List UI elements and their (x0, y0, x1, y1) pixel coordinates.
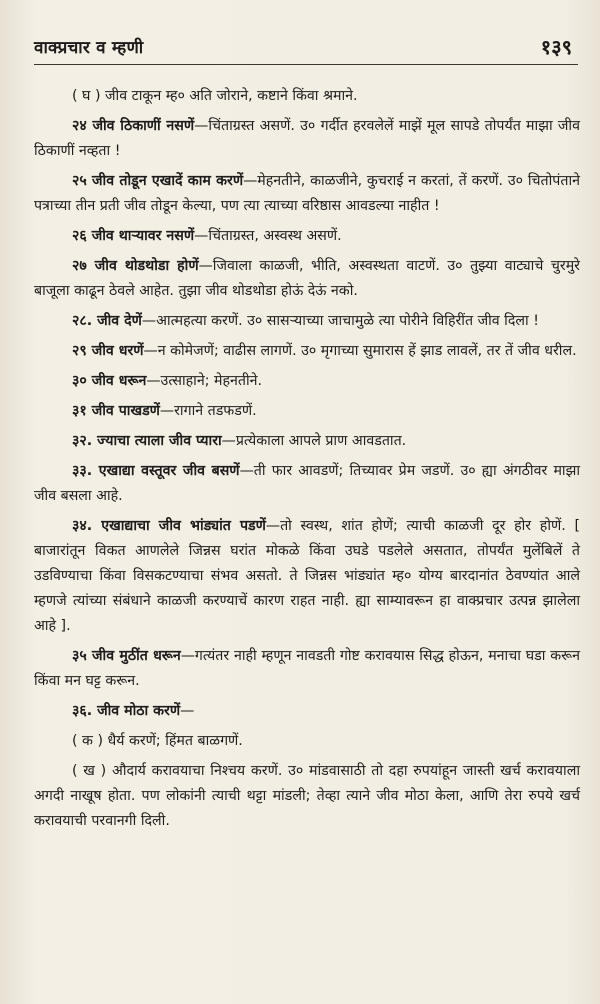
entry-term: जीव थोडथोडा होणें (86, 258, 199, 274)
entry-number: ३२. (72, 433, 93, 449)
entry-number: ३३. (72, 463, 93, 479)
entry-term: एखाद्याचा जीव भांड्यांत पडणें (92, 518, 266, 534)
entry-32 (34, 429, 580, 454)
entry-number: ३१ (72, 403, 87, 419)
entry-term: जीव देणें (92, 313, 142, 329)
entry-35 (34, 644, 580, 694)
entry-definition: —उत्साहाने; मेहनतीने. (146, 373, 263, 389)
entry-definition: —ती फार आवडणें; तिच्यावर प्रेम जडणें. उ० ह्या अंगठीवर माझा जीव बसला आहे. (34, 463, 580, 504)
entry-number: २४ (72, 118, 87, 134)
entry-24 (34, 114, 580, 164)
page-header (34, 34, 578, 65)
entry-number: ३६. (72, 703, 93, 719)
entry-number: ३५ (72, 648, 87, 664)
entry-term: जीव थाऱ्यावर नसणें (86, 228, 195, 244)
sub-text: औदार्य करावयाचा निश्चय करणें. उ० मांडवासाठी तो दहा रुपयांहून जास्ती खर्च करावयाला अगदी नाखूष होता. पण लोकांनी त्याची थट्टा मांडली; तेव्हा त्याने जीव मोठा केला, आणि तेरा रुपये खर्च करावयाची परवानगी दिली. (34, 763, 580, 829)
entry-number: २५ (72, 173, 87, 189)
entry-definition: —चिंताग्रस्त, अस्वस्थ असणें. (194, 228, 342, 244)
entry-definition: —तो स्वस्थ, शांत होणें; त्याची काळजी दूर होर होणें. [ बाजारांतून विकत आणलेले जिन्नस घरांत मोकळे किंवा उघडे पडलेले असतात, तोपर्यंत मुलेंबिलें ते उडविण्याचा किंवा विसकटण्याचा संभव असतो. ते जिन्नस भांड्यांत म्ह० योग्य बारदानांत ठेवण्यांत आले म्हणजे त्यांच्या संबंधाने काळजी करण्याचें कारण राहत नाही. ह्या साम्यावरून हा वाक्प्रचार उत्पन्न झालेला आहे ]. (34, 518, 580, 634)
entry-term: जीव धरणें (86, 343, 144, 359)
sub-text: जीव टाकून म्ह० अति जोराने, कष्टाने किंवा श्रमाने. (100, 88, 358, 104)
sub-marker: ( ख ) (72, 763, 107, 779)
entry-31 (34, 399, 580, 424)
entry-term: जीव पाखडणें (86, 403, 160, 419)
entry-27 (34, 254, 580, 304)
entry-definition: —गत्यंतर नाही म्हणून नावडती गोष्ट करावयास सिद्ध होऊन, मनाचा घडा करून किंवा मन घट्ट करून. (34, 648, 580, 689)
entry-36 (34, 699, 580, 724)
entry-term: जीव मुठींत धरून (86, 648, 181, 664)
running-head: वाक्प्रचार व म्हणी (34, 38, 144, 58)
entry-25 (34, 169, 580, 219)
entry-definition: —प्रत्येकाला आपले प्राण आवडतात. (221, 433, 407, 449)
entry-number: ३४. (72, 518, 93, 534)
entry-30 (34, 369, 580, 394)
entry-number: २८. (72, 313, 93, 329)
entry-definition: — (180, 703, 195, 719)
entry-28 (34, 309, 580, 334)
entry-definition: —रागाने तडफडणें. (159, 403, 257, 419)
entry-definition: —चिंताग्रस्त असणें. उ० गर्दीत हरवलेलें माझें मूल सापडे तोपर्यंत माझा जीव ठिकाणीं नव्हता ! (34, 118, 580, 159)
page-number: १३९ (540, 35, 572, 59)
entry-number: २९ (72, 343, 87, 359)
sub-text: धैर्य करणें; हिंमत बाळगणें. (103, 733, 243, 749)
entry-number: २७ (72, 258, 87, 274)
entry-26 (34, 224, 580, 249)
sub-entry-ka (34, 729, 580, 754)
entry-term: जीव धरून (86, 373, 147, 389)
entry-term: जीव ठिकाणीं नसणें (86, 118, 195, 134)
entry-33 (34, 459, 580, 509)
sub-entry-kha (34, 759, 580, 834)
entry-29 (34, 339, 580, 364)
entry-definition: —जिवाला काळजी, भीति, अस्वस्थता वाटणें. उ० तुझ्या वाट्याचे चुरमुरे बाजूला काढून ठेवले आहेत. तुझा जीव थोडथोडा होऊं देऊं नको. (34, 258, 580, 299)
entry-term: एखाद्या वस्तूवर जीव बसणें (92, 463, 240, 479)
entry-term: जीव तोडून एखादें काम करणें (86, 173, 244, 189)
entry-number: २६ (72, 228, 87, 244)
sub-marker: ( क ) (72, 733, 103, 749)
sub-marker: ( घ ) (72, 88, 101, 104)
page-body (34, 84, 580, 839)
entry-definition: —आत्महत्या करणें. उ० सासऱ्याच्या जाचामुळे त्या पोरीने विहिरींत जीव दिला ! (141, 313, 539, 329)
entry-definition: —मेहनतीने, काळजीने, कुचराई न करतां, तें करणें. उ० चितोपंताने पत्राच्या तीन प्रती जीव तोडून केल्या, पण त्या त्याच्या वरिष्ठास आवडल्या नाहीत ! (34, 173, 580, 214)
entry-term: जीव मोठा करणें (92, 703, 181, 719)
entry-definition: —न कोमेजणें; वाढीस लागणें. उ० मृगाच्या सुमारास हें झाड लावलें, तर तें जीव धरील. (143, 343, 577, 359)
entry-34 (34, 514, 580, 639)
entry-number: ३० (72, 373, 87, 389)
sub-entry-gha (34, 84, 580, 109)
entry-term: ज्याचा त्याला जीव प्यारा (92, 433, 222, 449)
